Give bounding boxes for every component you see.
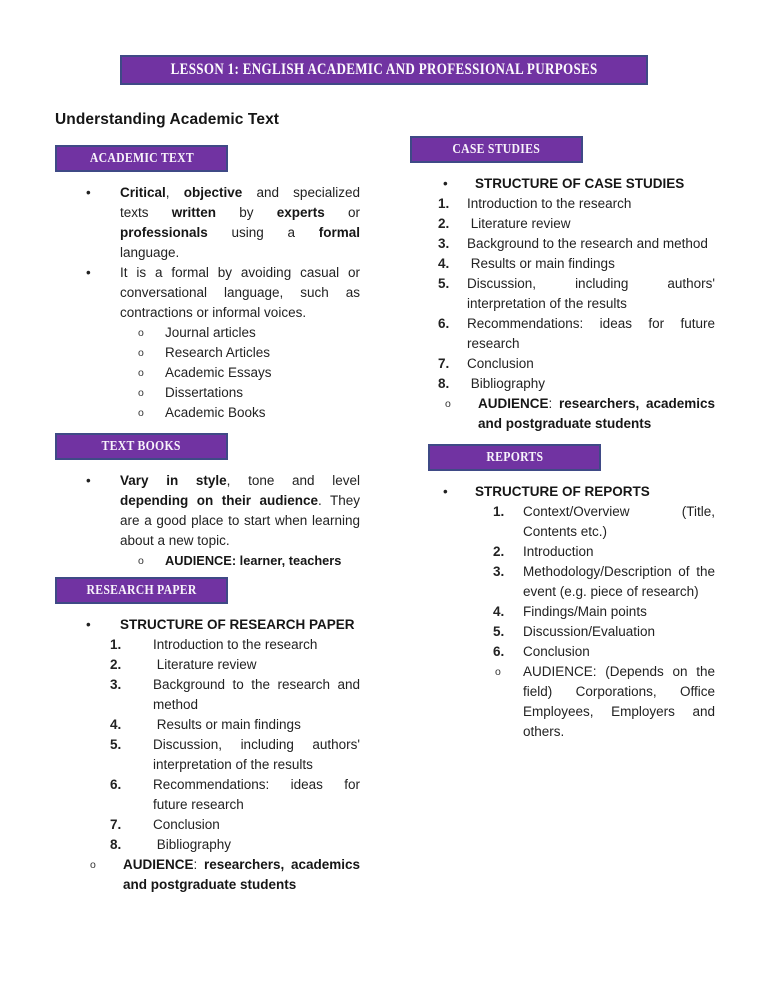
right-column <box>410 136 715 752</box>
list-marker: 1. <box>110 637 122 652</box>
list <box>410 482 715 742</box>
section-header-reports <box>428 444 601 471</box>
list-item-text: AUDIENCE: learner, teachers <box>165 553 342 568</box>
list-marker: • <box>443 176 448 191</box>
list-item <box>410 482 715 502</box>
list-marker: 5. <box>110 737 122 752</box>
section-header-text: CASE STUDIES <box>452 141 541 157</box>
list <box>55 183 360 423</box>
list-item-text: STRUCTURE OF CASE STUDIES <box>475 176 685 191</box>
list-item <box>55 775 360 815</box>
list-item <box>410 234 715 254</box>
list-item-text: Findings/Main points <box>523 604 647 619</box>
list-item-text: Methodology/Description of the event (e.g. piece of research) <box>523 564 715 599</box>
list-item-text: Vary in style, tone and level depending on their audience. They are a good place to start when learning about a new topic. <box>120 473 360 548</box>
list-item <box>410 354 715 374</box>
section-header-research-paper <box>55 577 228 604</box>
list-marker: 2. <box>110 657 122 672</box>
list-marker: o <box>138 555 144 567</box>
list-marker: • <box>86 185 91 200</box>
list-item <box>55 835 360 855</box>
list-item <box>410 174 715 194</box>
list-item <box>55 263 360 323</box>
list-item <box>410 662 715 742</box>
list-item-text: Conclusion <box>523 644 590 659</box>
list-marker: o <box>445 398 451 410</box>
list-marker: 8. <box>438 376 450 391</box>
list-marker: 6. <box>110 777 122 792</box>
list-item <box>55 363 360 383</box>
list-item-text: Journal articles <box>165 325 256 340</box>
list-item <box>55 655 360 675</box>
list-item <box>55 403 360 423</box>
list-item-text: Critical, objective and specialized texts written by experts or professionals using a formal language. <box>120 185 360 260</box>
section-header-text: ACADEMIC TEXT <box>89 150 194 166</box>
list-marker: 1. <box>493 504 505 519</box>
list-marker: 3. <box>110 677 122 692</box>
section-header-text-books <box>55 433 228 460</box>
list-item <box>410 602 715 622</box>
list-item <box>410 194 715 214</box>
list-marker: 1. <box>438 196 450 211</box>
section-header-text: RESEARCH PAPER <box>86 582 197 598</box>
list <box>55 471 360 571</box>
list-item <box>55 675 360 715</box>
list-item-text: STRUCTURE OF REPORTS <box>475 484 650 499</box>
list-marker: 8. <box>110 837 122 852</box>
list-item-text: Background to the research and method <box>467 236 708 251</box>
list-marker: o <box>138 367 144 379</box>
list <box>55 615 360 895</box>
list-item <box>410 542 715 562</box>
list-item <box>55 551 360 571</box>
list-item-text: Results or main findings <box>467 256 615 271</box>
list-marker: o <box>495 666 501 678</box>
list-item-text: Discussion, including authors' interpretation of the results <box>153 737 360 772</box>
list-item-text: STRUCTURE OF RESEARCH PAPER <box>120 617 355 632</box>
list-marker: 2. <box>493 544 505 559</box>
list-item <box>410 374 715 394</box>
section-header-case-studies <box>410 136 583 163</box>
list-marker: o <box>138 347 144 359</box>
list-item-text: Literature review <box>467 216 571 231</box>
list-item <box>55 183 360 263</box>
list-item <box>55 343 360 363</box>
list-item-text: Context/Overview (Title, Contents etc.) <box>523 504 715 539</box>
list-item-text: Literature review <box>153 657 257 672</box>
section-header-academic-text <box>55 145 228 172</box>
list-marker: • <box>86 473 91 488</box>
list-item-text: Results or main findings <box>153 717 301 732</box>
list-item <box>410 394 715 434</box>
list-marker: 3. <box>438 236 450 251</box>
list-marker: o <box>138 387 144 399</box>
list-marker: • <box>86 265 91 280</box>
list-marker: • <box>86 617 91 632</box>
list-marker: 4. <box>110 717 122 732</box>
list-item-text: Background to the research and method <box>153 677 360 712</box>
list-marker: 7. <box>438 356 450 371</box>
list-item <box>55 383 360 403</box>
section-header-text: REPORTS <box>486 449 543 465</box>
list-marker: 4. <box>438 256 450 271</box>
list-marker: 2. <box>438 216 450 231</box>
list-marker: o <box>90 859 96 871</box>
list-item-text: Introduction to the research <box>153 637 318 652</box>
list-item-text: Recommendations: ideas for future research <box>467 316 715 351</box>
list-item <box>55 735 360 775</box>
list-item-text: Discussion, including authors' interpretation of the results <box>467 276 715 311</box>
list-marker: 6. <box>438 316 450 331</box>
list-item-text: AUDIENCE: researchers, academics and postgraduate students <box>123 857 360 892</box>
list-item <box>410 254 715 274</box>
list-item-text: Academic Books <box>165 405 266 420</box>
lesson-banner-text: LESSON 1: ENGLISH ACADEMIC AND PROFESSIONAL PURPOSES <box>170 61 598 78</box>
list-marker: 4. <box>493 604 505 619</box>
list-item-text: Recommendations: ideas for future research <box>153 777 360 812</box>
list <box>410 174 715 434</box>
list-item <box>410 214 715 234</box>
list-marker: • <box>443 484 448 499</box>
list-item-text: Research Articles <box>165 345 271 360</box>
list-item-text: Introduction to the research <box>467 196 632 211</box>
list-item-text: Bibliography <box>153 837 232 852</box>
list-item-text: Conclusion <box>153 817 220 832</box>
left-column <box>55 145 360 905</box>
list-item <box>410 622 715 642</box>
section-header-text: TEXT BOOKS <box>101 438 182 454</box>
list-item <box>55 615 360 635</box>
list-item-text: AUDIENCE: (Depends on the field) Corporations, Office Employees, Employers and others. <box>523 664 715 739</box>
lesson-banner <box>120 55 648 85</box>
list-item <box>410 642 715 662</box>
list-item <box>410 502 715 542</box>
list-marker: 6. <box>493 644 505 659</box>
list-marker: 5. <box>493 624 505 639</box>
list-item <box>55 635 360 655</box>
list-item-text: Discussion/Evaluation <box>523 624 656 639</box>
list-item-text: Dissertations <box>165 385 244 400</box>
list-item <box>55 715 360 735</box>
list-item <box>410 562 715 602</box>
list-item <box>410 314 715 354</box>
list-item <box>55 323 360 343</box>
list-item <box>55 815 360 835</box>
list-item-text: Academic Essays <box>165 365 272 380</box>
list-marker: 5. <box>438 276 450 291</box>
list-marker: o <box>138 327 144 339</box>
list-item <box>410 274 715 314</box>
list-item-text: AUDIENCE: researchers, academics and postgraduate students <box>478 396 715 431</box>
list-item <box>55 855 360 895</box>
list-item-text: It is a formal by avoiding casual or conversational language, such as contractions or informal voices. <box>120 265 360 320</box>
page-title: Understanding Academic Text <box>55 111 280 128</box>
list-marker: 3. <box>493 564 505 579</box>
list-item-text: Conclusion <box>467 356 534 371</box>
list-item-text: Bibliography <box>467 376 546 391</box>
list-item-text: Introduction <box>523 544 594 559</box>
list-marker: o <box>138 407 144 419</box>
list-item <box>55 471 360 551</box>
list-marker: 7. <box>110 817 122 832</box>
